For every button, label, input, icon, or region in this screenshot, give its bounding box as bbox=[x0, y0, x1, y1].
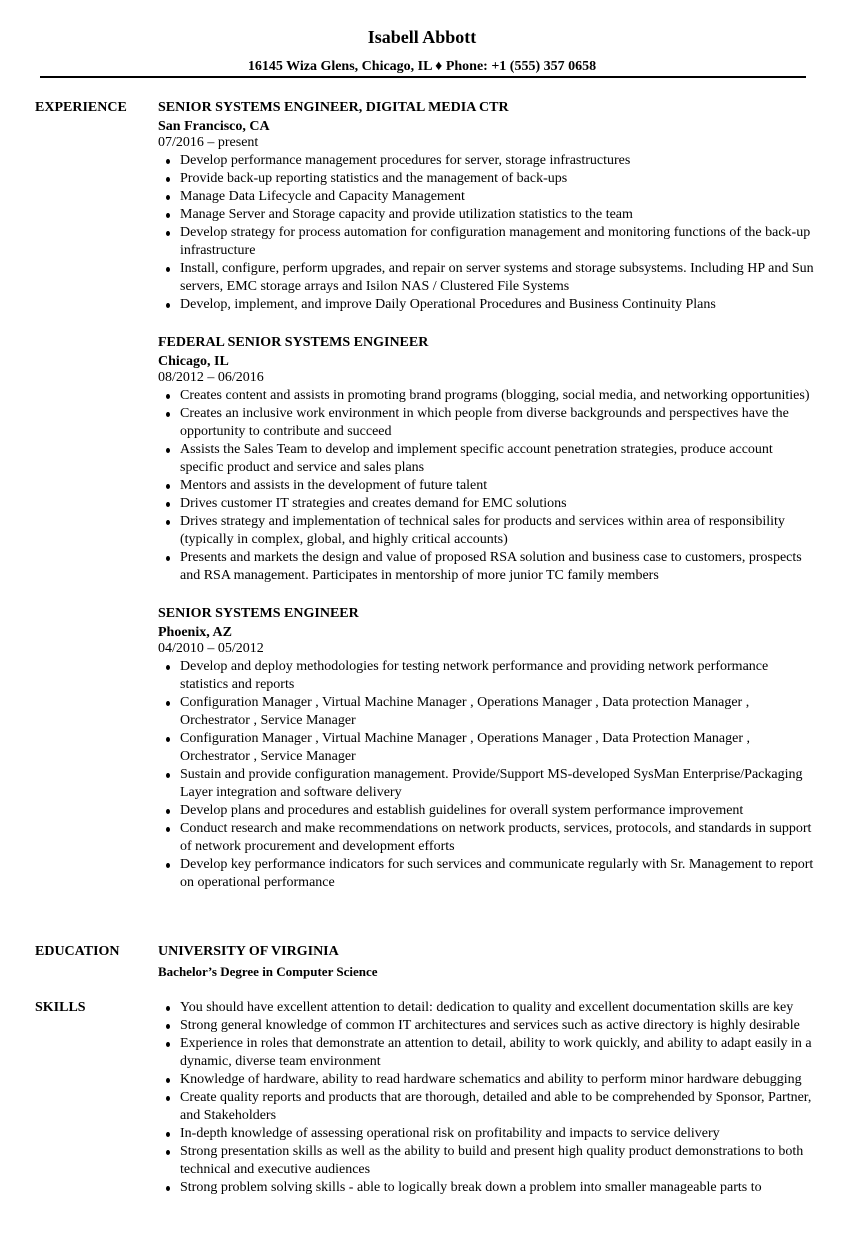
bullet-icon bbox=[166, 195, 170, 200]
education-school: UNIVERSITY OF VIRGINIA bbox=[158, 944, 339, 959]
list-item: Develop plans and procedures and establish guidelines for overall system performance improvement bbox=[158, 802, 814, 820]
contact-line: 16145 Wiza Glens, Chicago, IL ♦ Phone: +1 (555) 357 0658 bbox=[247, 59, 597, 74]
bullet-icon bbox=[166, 159, 170, 164]
bullet-icon bbox=[166, 394, 170, 399]
list-item: Install, configure, perform upgrades, and repair on server systems and storage subsystems. Including HP and Sun servers, EMC storage arrays and Isilon NAS / Clustered File Systems bbox=[158, 260, 814, 296]
skills-bullets bbox=[158, 999, 814, 1197]
list-item: Assists the Sales Team to develop and implement specific account penetration strategies, produce account specific product and service and sales plans bbox=[158, 441, 814, 477]
job-entry bbox=[158, 334, 814, 585]
bullet-icon bbox=[166, 1078, 170, 1083]
list-item: Conduct research and make recommendations on network products, services, protocols, and standards in support of network procurement and development efforts bbox=[158, 820, 814, 856]
job-location: Chicago, IL bbox=[158, 354, 229, 369]
bullet-icon bbox=[166, 556, 170, 561]
list-item: Create quality reports and products that are thorough, detailed and able to be comprehended by Sponsor, Partner, and Stakeholders bbox=[158, 1089, 814, 1125]
job-dates: 04/2010 – 05/2012 bbox=[158, 641, 264, 656]
list-item: Mentors and assists in the development of future talent bbox=[158, 477, 814, 495]
job-entry bbox=[158, 605, 814, 892]
list-item: Strong problem solving skills - able to logically break down a problem into smaller manageable parts to bbox=[158, 1179, 814, 1197]
education-label: EDUCATION bbox=[35, 944, 120, 959]
list-item: Develop and deploy methodologies for testing network performance and providing network performance statistics and reports bbox=[158, 658, 814, 694]
list-item: Knowledge of hardware, ability to read hardware schematics and ability to perform minor hardware debugging bbox=[158, 1071, 814, 1089]
bullet-icon bbox=[166, 1096, 170, 1101]
bullet-icon bbox=[166, 827, 170, 832]
list-item: Drives strategy and implementation of technical sales for products and services within area of responsibility (typically in complex, global, and highly critical accounts) bbox=[158, 513, 814, 549]
bullet-icon bbox=[166, 1132, 170, 1137]
resume-name: Isabell Abbott bbox=[367, 27, 477, 47]
bullet-icon bbox=[166, 1024, 170, 1029]
list-item: Configuration Manager , Virtual Machine Manager , Operations Manager , Data Protection Manager , Orchestrator , Service Manager bbox=[158, 730, 814, 766]
bullet-icon bbox=[166, 303, 170, 308]
job-bullets bbox=[158, 658, 814, 892]
bullet-icon bbox=[166, 213, 170, 218]
bullet-icon bbox=[166, 520, 170, 525]
job-location: San Francisco, CA bbox=[158, 119, 270, 134]
skills-label: SKILLS bbox=[35, 1000, 86, 1015]
header-divider bbox=[40, 76, 806, 78]
bullet-icon bbox=[166, 448, 170, 453]
list-item: Configuration Manager , Virtual Machine Manager , Operations Manager , Data protection Manager , Orchestrator , Service Manager bbox=[158, 694, 814, 730]
bullet-icon bbox=[166, 502, 170, 507]
list-item: You should have excellent attention to detail: dedication to quality and excellent documentation skills are key bbox=[158, 999, 814, 1017]
education-body bbox=[158, 943, 814, 981]
bullet-icon bbox=[166, 737, 170, 742]
list-item: Develop performance management procedures for server, storage infrastructures bbox=[158, 152, 814, 170]
job-bullets bbox=[158, 387, 814, 585]
list-item: Strong general knowledge of common IT architectures and services such as active directory is highly desirable bbox=[158, 1017, 814, 1035]
experience-label: EXPERIENCE bbox=[35, 100, 127, 115]
job-dates: 07/2016 – present bbox=[158, 135, 259, 150]
bullet-icon bbox=[166, 267, 170, 272]
bullet-icon bbox=[166, 1006, 170, 1011]
bullet-icon bbox=[166, 701, 170, 706]
list-item: Manage Server and Storage capacity and provide utilization statistics to the team bbox=[158, 206, 814, 224]
list-item: Presents and markets the design and value of proposed RSA solution and business case to customers, prospects and RSA management. Participates in mentorship of more junior TC family members bbox=[158, 549, 814, 585]
job-title: SENIOR SYSTEMS ENGINEER, DIGITAL MEDIA CTR bbox=[158, 100, 509, 115]
list-item: Provide back-up reporting statistics and the management of back-ups bbox=[158, 170, 814, 188]
bullet-icon bbox=[166, 231, 170, 236]
job-dates: 08/2012 – 06/2016 bbox=[158, 370, 264, 385]
bullet-icon bbox=[166, 1042, 170, 1047]
list-item: In-depth knowledge of assessing operational risk on profitability and impacts to service delivery bbox=[158, 1125, 814, 1143]
bullet-icon bbox=[166, 1150, 170, 1155]
list-item: Creates an inclusive work environment in which people from diverse backgrounds and perspectives have the opportunity to contribute and succeed bbox=[158, 405, 814, 441]
list-item: Manage Data Lifecycle and Capacity Management bbox=[158, 188, 814, 206]
skills-body bbox=[158, 999, 814, 1197]
job-title: SENIOR SYSTEMS ENGINEER bbox=[158, 606, 359, 621]
job-bullets bbox=[158, 152, 814, 314]
list-item: Drives customer IT strategies and creates demand for EMC solutions bbox=[158, 495, 814, 513]
education-degree: Bachelor’s Degree in Computer Science bbox=[158, 964, 378, 979]
bullet-icon bbox=[166, 863, 170, 868]
list-item: Develop key performance indicators for such services and communicate regularly with Sr. Management to report on operational performance bbox=[158, 856, 814, 892]
bullet-icon bbox=[166, 773, 170, 778]
list-item: Strong presentation skills as well as the ability to build and present high quality product demonstrations to both technical and executive audiences bbox=[158, 1143, 814, 1179]
bullet-icon bbox=[166, 665, 170, 670]
list-item: Sustain and provide configuration management. Provide/Support MS-developed SysMan Enterprise/Packaging Layer integration and software delivery bbox=[158, 766, 814, 802]
job-entry bbox=[158, 99, 814, 314]
list-item: Experience in roles that demonstrate an attention to detail, ability to work quickly, and ability to adapt easily in a dynamic, diverse team environment bbox=[158, 1035, 814, 1071]
list-item: Develop, implement, and improve Daily Operational Procedures and Business Continuity Plans bbox=[158, 296, 814, 314]
list-item: Creates content and assists in promoting brand programs (blogging, social media, and networking opportunities) bbox=[158, 387, 814, 405]
bullet-icon bbox=[166, 412, 170, 417]
bullet-icon bbox=[166, 484, 170, 489]
bullet-icon bbox=[166, 177, 170, 182]
job-title: FEDERAL SENIOR SYSTEMS ENGINEER bbox=[158, 335, 429, 350]
job-location: Phoenix, AZ bbox=[158, 625, 232, 640]
experience-body bbox=[158, 99, 814, 910]
bullet-icon bbox=[166, 1186, 170, 1191]
list-item: Develop strategy for process automation for configuration management and monitoring functions of the back-up infrastructure bbox=[158, 224, 814, 260]
bullet-icon bbox=[166, 809, 170, 814]
